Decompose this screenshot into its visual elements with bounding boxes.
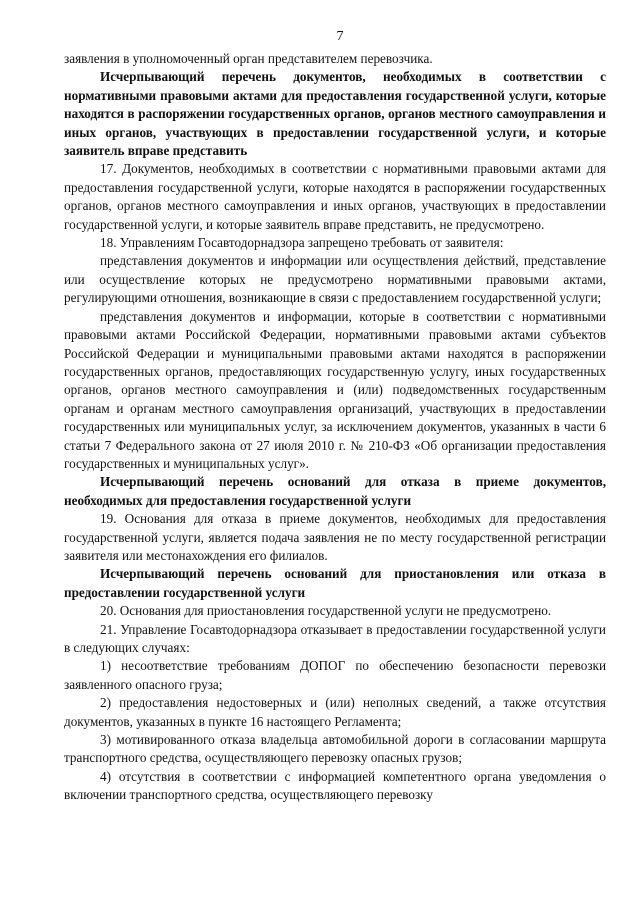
list-item-2: 2) предоставления недостоверных и (или) неполных сведений, а также отсутствия документов, указанных в пункте 16 настоящего Регламента;	[64, 695, 606, 729]
paragraph-item-17: 17. Документов, необходимых в соответствии с нормативными правовыми актами для предоставления государственной услуги, которые находятся в распоряжении государственных органов, органов местного самоуправления и иных органов, участвующих в предоставлении государственной услуги, и которые заявитель вправе представить, не предусмотрено.	[64, 161, 606, 232]
paragraph-prohibition-2: представления документов и информации, которые в соответствии с нормативными правовыми актами Российской Федерации, нормативными правовыми актами субъектов Российской Федерации и муниципальными правовыми актами находятся в распоряжении государственных органов, предоставляющих государственную услугу, иных государственных органов, органов местного самоуправления и (или) подведомственных государственным органам и органам местного самоуправления организаций, участвующих в предоставлении государственных или муниципальных услуг, за исключением документов, указанных в части 6 статьи 7 Федерального закона от 27 июля 2010 г. № 210-ФЗ «Об организации предоставления государственных и муниципальных услуг».	[64, 308, 606, 471]
paragraph-item-20: 20. Основания для приостановления государственной услуги не предусмотрено.	[100, 603, 552, 619]
list-item-1: 1) несоответствие требованиям ДОПОГ по обеспечению безопасности перевозки заявленного опасного груза;	[64, 658, 606, 692]
section-heading-documents: Исчерпывающий перечень документов, необходимых в соответствии с нормативными правовыми актами для предоставления государственной услуги, которые находятся в распоряжении государственных органов, органов местного самоуправления и иных органов, участвующих в предоставлении государственной услуги, и которые заявитель вправе представить	[64, 69, 606, 159]
page-number: 7	[336, 29, 344, 44]
paragraph-prohibition-1: представления документов и информации или осуществления действий, представление или осуществление которых не предусмотрено нормативными правовыми актами, регулирующими отношения, возникающие в связи с предоставлением государственной услуги;	[64, 253, 606, 306]
paragraph-item-21: 21. Управление Госавтодорнадзора отказывает в предоставлении государственной услуги в следующих случаях:	[64, 621, 606, 655]
section-heading-refusal-acceptance: Исчерпывающий перечень оснований для отказа в приеме документов, необходимых для предоставления государственной услуги	[64, 474, 606, 508]
list-item-4: 4) отсутствия в соответствии с информацией компетентного органа уведомления о включении транспортного средства, осуществляющего перевозку	[64, 768, 606, 803]
list-item-3: 3) мотивированного отказа владельца автомобильной дороги в согласовании маршрута транспортного средства, осуществляющего перевозку опасных грузов;	[64, 732, 606, 766]
paragraph-item-18: 18. Управлениям Госавтодорнадзора запрещено требовать от заявителя:	[100, 235, 504, 251]
section-heading-suspension-refusal: Исчерпывающий перечень оснований для приостановления или отказа в предоставлении государственной услуги	[64, 566, 606, 600]
paragraph-item-19: 19. Основания для отказа в приеме документов, необходимых для предоставления государственной услуги, является подача заявления не по месту государственной регистрации заявителя или местонахождения его филиалов.	[64, 511, 606, 563]
paragraph-continuation: заявления в уполномоченный орган представителем перевозчика.	[64, 51, 433, 66]
